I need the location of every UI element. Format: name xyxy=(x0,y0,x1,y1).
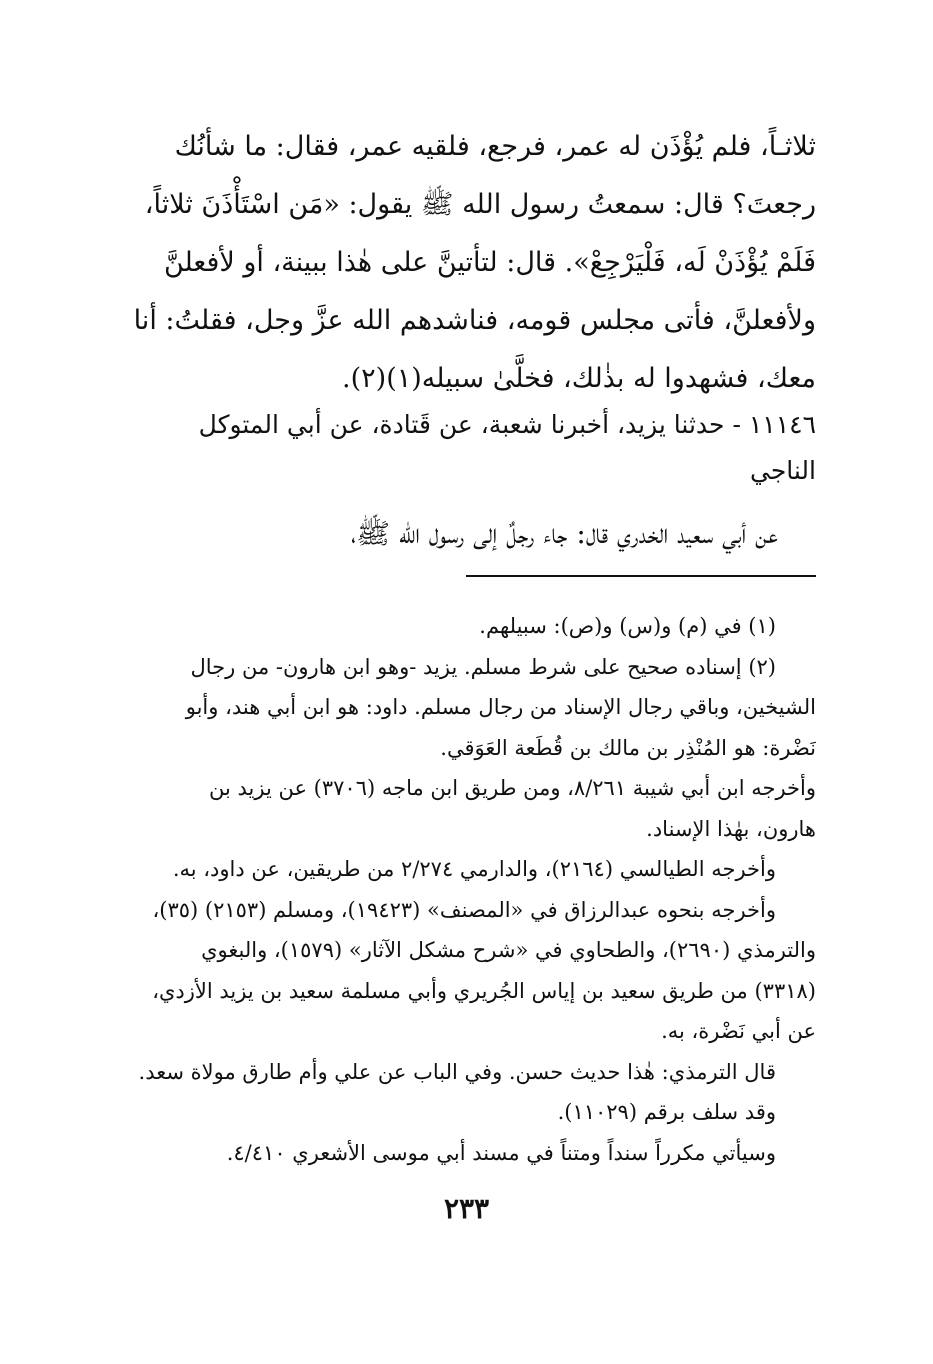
footnote-line: (٢) إسناده صحيح على شرط مسلم. يزيد -وهو ابن هارون- من رجال xyxy=(190,654,776,679)
footnote-line: وأخرجه ابن أبي شيبة ٨/٢٦١، ومن طريق ابن ماجه (٣٧٠٦) عن يزيد بن xyxy=(208,776,816,800)
hadith-chain-line: ١١١٤٦ - حدثنا يزيد، أخبرنا شعبة، عن قَتادة، عن أبي المتوكل xyxy=(198,410,816,439)
page-number: ٢٣٣ xyxy=(443,1192,490,1225)
footnote-line: وقد سلف برقم (١١٠٢٩). xyxy=(557,1100,776,1124)
footnote-line: وأخرجه بنحوه عبدالرزاق في «المصنف» (١٩٤٢٣)، ومسلم (٢١٥٣) (٣٥)، xyxy=(152,897,776,922)
footnote-line: قال الترمذي: هٰذا حديث حسن. وفي الباب عن علي وأم طارق مولاة سعد. xyxy=(138,1059,776,1084)
footnote-line: عن أبي نَضْرة، به. xyxy=(661,1019,816,1043)
main-text xyxy=(118,118,816,408)
footnote-line: والترمذي (٢٦٩٠)، والطحاوي في «شرح مشكل الآثار» (١٥٧٩)، والبغوي xyxy=(201,938,816,962)
main-line: معك، فشهدوا له بذٰلك، فخلَّىٰ سبيله(١)(٢). xyxy=(342,363,816,394)
footnote-line: وسيأتي مكرراً سنداً ومتناً في مسند أبي موسى الأشعري ٤/٤١٠. xyxy=(226,1140,776,1165)
footnote-line: الشيخين، وباقي رجال الإسناد من رجال مسلم. داود: هو ابن أبي هند، وأبو xyxy=(185,695,816,719)
footnote-line: (١) في (م) و(س) و(ص): سبيلهم. xyxy=(479,614,776,638)
main-line: ثلاثـاً، فلم يُؤْذَن له عمر، فرجع، فلقيه عمر، فقال: ما شأنُك xyxy=(174,131,816,162)
footnote-line: (٣٣١٨) من طريق سعيد بن إياس الجُريري وأبي مسلمة سعيد بن يزيد الأزدي، xyxy=(152,978,816,1003)
hadith-chain-line: الناجي xyxy=(749,456,816,485)
hadith-intro: عن أبي سعيد الخدري قال: جاء رجلٌ إلى رسول الله ﷺ، xyxy=(350,517,778,550)
footnote-line: نَضْرة: هو المُنْذِر بن مالك بن قُطَعة العَوَقي. xyxy=(440,735,816,760)
hadith-chain xyxy=(118,402,816,494)
footnote-divider xyxy=(466,575,816,577)
main-line: ولأفعلنَّ، فأتى مجلس قومه، فناشدهم الله عزَّ وجل، فقلتُ: أنا xyxy=(133,305,816,336)
main-line: رجعتَ؟ قال: سمعتُ رسول الله ﷺ يقول: «مَن اسْتَأْذَنَ ثلاثاً، xyxy=(144,189,816,220)
main-line: فَلَمْ يُؤْذَنْ لَه، فَلْيَرْجِعْ». قال: لتأتينَّ على هٰذا ببينة، أو لأفعلنَّ xyxy=(163,247,816,278)
footnote-line: هارون، بهٰذا الإسناد. xyxy=(646,816,816,841)
footnote-line: وأخرجه الطيالسي (٢١٦٤)، والدارمي ٢/٢٧٤ من طريقين، عن داود، به. xyxy=(172,857,776,881)
footnotes xyxy=(110,606,816,1173)
